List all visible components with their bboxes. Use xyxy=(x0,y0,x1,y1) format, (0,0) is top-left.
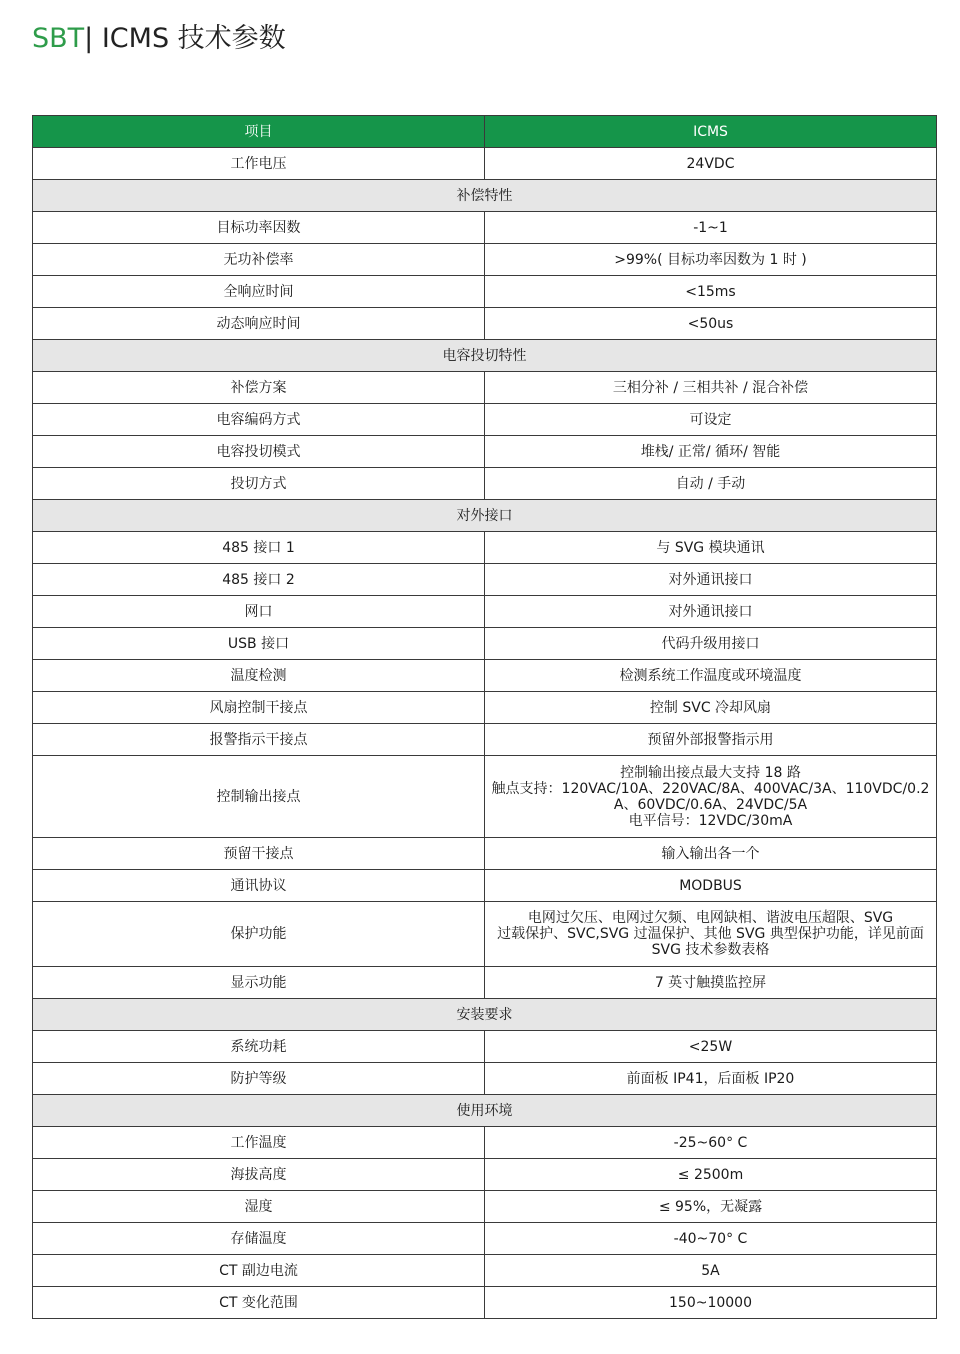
table-row xyxy=(33,308,937,340)
table-row xyxy=(33,532,937,564)
value-line: 控制输出接点最大支持 18 路 xyxy=(620,764,801,781)
row-label: 工作温度 xyxy=(33,1127,485,1159)
row-value: 7 英寸触摸监控屏 xyxy=(485,967,937,999)
section-title: 安装要求 xyxy=(33,999,937,1031)
row-label: 无功补偿率 xyxy=(33,244,485,276)
row-label: 风扇控制干接点 xyxy=(33,692,485,724)
row-value: 预留外部报警指示用 xyxy=(485,724,937,756)
row-label: 工作电压 xyxy=(33,148,485,180)
table-row xyxy=(33,276,937,308)
spec-table xyxy=(32,115,937,1319)
row-label: 485 接口 2 xyxy=(33,564,485,596)
table-row xyxy=(33,967,937,999)
row-value: 自动 / 手动 xyxy=(485,468,937,500)
row-value: 代码升级用接口 xyxy=(485,628,937,660)
row-label: 电容投切模式 xyxy=(33,436,485,468)
column-header-item: 项目 xyxy=(33,116,485,148)
row-label: 控制输出接点 xyxy=(33,756,485,838)
table-row xyxy=(33,628,937,660)
table-row xyxy=(33,1287,937,1319)
table-row xyxy=(33,1159,937,1191)
page-title xyxy=(32,22,286,56)
section-title: 电容投切特性 xyxy=(33,340,937,372)
section-row xyxy=(33,500,937,532)
row-label: 显示功能 xyxy=(33,967,485,999)
row-label: 投切方式 xyxy=(33,468,485,500)
row-value: <50us xyxy=(485,308,937,340)
table-row xyxy=(33,1255,937,1287)
row-label: 目标功率因数 xyxy=(33,212,485,244)
value-line: 电平信号：12VDC/30mA xyxy=(628,812,793,829)
row-value: 检测系统工作温度或环境温度 xyxy=(485,660,937,692)
row-label: 全响应时间 xyxy=(33,276,485,308)
row-value: >99%( 目标功率因数为 1 时 ) xyxy=(485,244,937,276)
table-row xyxy=(33,212,937,244)
row-label: 485 接口 1 xyxy=(33,532,485,564)
table-row xyxy=(33,244,937,276)
row-value: 三相分补 / 三相共补 / 混合补偿 xyxy=(485,372,937,404)
table-row xyxy=(33,724,937,756)
table-row xyxy=(33,564,937,596)
row-label: 报警指示干接点 xyxy=(33,724,485,756)
row-label: 海拔高度 xyxy=(33,1159,485,1191)
row-value: 堆栈/ 正常/ 循环/ 智能 xyxy=(485,436,937,468)
table-row xyxy=(33,404,937,436)
table-row xyxy=(33,148,937,180)
row-value: -25~60° C xyxy=(485,1127,937,1159)
row-label: 存储温度 xyxy=(33,1223,485,1255)
table-row xyxy=(33,1031,937,1063)
row-value xyxy=(485,902,937,967)
column-header-model: ICMS xyxy=(485,116,937,148)
row-value: 控制 SVC 冷却风扇 xyxy=(485,692,937,724)
row-label: 系统功耗 xyxy=(33,1031,485,1063)
row-label: CT 变化范围 xyxy=(33,1287,485,1319)
row-value: <25W xyxy=(485,1031,937,1063)
table-row xyxy=(33,372,937,404)
spec-table-body xyxy=(33,148,937,1319)
section-title: 对外接口 xyxy=(33,500,937,532)
table-row xyxy=(33,660,937,692)
row-value: -40~70° C xyxy=(485,1223,937,1255)
row-label: 保护功能 xyxy=(33,902,485,967)
row-value: ≤ 2500m xyxy=(485,1159,937,1191)
section-title: 使用环境 xyxy=(33,1095,937,1127)
section-row xyxy=(33,999,937,1031)
table-row xyxy=(33,468,937,500)
brand-name: SBT xyxy=(32,23,85,54)
table-row xyxy=(33,1063,937,1095)
row-label: 防护等级 xyxy=(33,1063,485,1095)
row-label: 动态响应时间 xyxy=(33,308,485,340)
row-label: USB 接口 xyxy=(33,628,485,660)
value-line: A、60VDC/0.6A、24VDC/5A xyxy=(613,796,808,813)
table-row xyxy=(33,1191,937,1223)
row-value: ≤ 95%，无凝露 xyxy=(485,1191,937,1223)
value-line: SVG 技术参数表格 xyxy=(651,942,770,958)
section-row xyxy=(33,180,937,212)
table-row xyxy=(33,596,937,628)
row-value: -1~1 xyxy=(485,212,937,244)
table-row xyxy=(33,870,937,902)
row-label: 预留干接点 xyxy=(33,838,485,870)
row-value: 可设定 xyxy=(485,404,937,436)
section-row xyxy=(33,340,937,372)
row-label: 电容编码方式 xyxy=(33,404,485,436)
section-row xyxy=(33,1095,937,1127)
row-label: 温度检测 xyxy=(33,660,485,692)
value-line: 电网过欠压、电网过欠频、电网缺相、谐波电压超限、SVG xyxy=(527,910,894,926)
row-value: 前面板 IP41，后面板 IP20 xyxy=(485,1063,937,1095)
value-line: 触点支持：120VAC/10A、220VAC/8A、400VAC/3A、110VDC/0.2 xyxy=(491,780,930,797)
row-label: 湿度 xyxy=(33,1191,485,1223)
row-label: 网口 xyxy=(33,596,485,628)
value-line: 过载保护、SVC,SVG 过温保护、其他 SVG 典型保护功能，详见前面 xyxy=(497,926,924,942)
row-value: 与 SVG 模块通讯 xyxy=(485,532,937,564)
row-label: CT 副边电流 xyxy=(33,1255,485,1287)
row-value xyxy=(485,756,937,838)
row-value: 150~10000 xyxy=(485,1287,937,1319)
row-label: 补偿方案 xyxy=(33,372,485,404)
table-header-row xyxy=(33,116,937,148)
table-row xyxy=(33,1127,937,1159)
row-value: 对外通讯接口 xyxy=(485,564,937,596)
row-value: 24VDC xyxy=(485,148,937,180)
table-row xyxy=(33,902,937,967)
table-row xyxy=(33,838,937,870)
title-text: | ICMS 技术参数 xyxy=(84,23,286,54)
row-value: 对外通讯接口 xyxy=(485,596,937,628)
section-title: 补偿特性 xyxy=(33,180,937,212)
row-value: MODBUS xyxy=(485,870,937,902)
row-value: 输入输出各一个 xyxy=(485,838,937,870)
table-row xyxy=(33,692,937,724)
table-row xyxy=(33,756,937,838)
row-label: 通讯协议 xyxy=(33,870,485,902)
row-value: <15ms xyxy=(485,276,937,308)
table-row xyxy=(33,1223,937,1255)
table-row xyxy=(33,436,937,468)
row-value: 5A xyxy=(485,1255,937,1287)
